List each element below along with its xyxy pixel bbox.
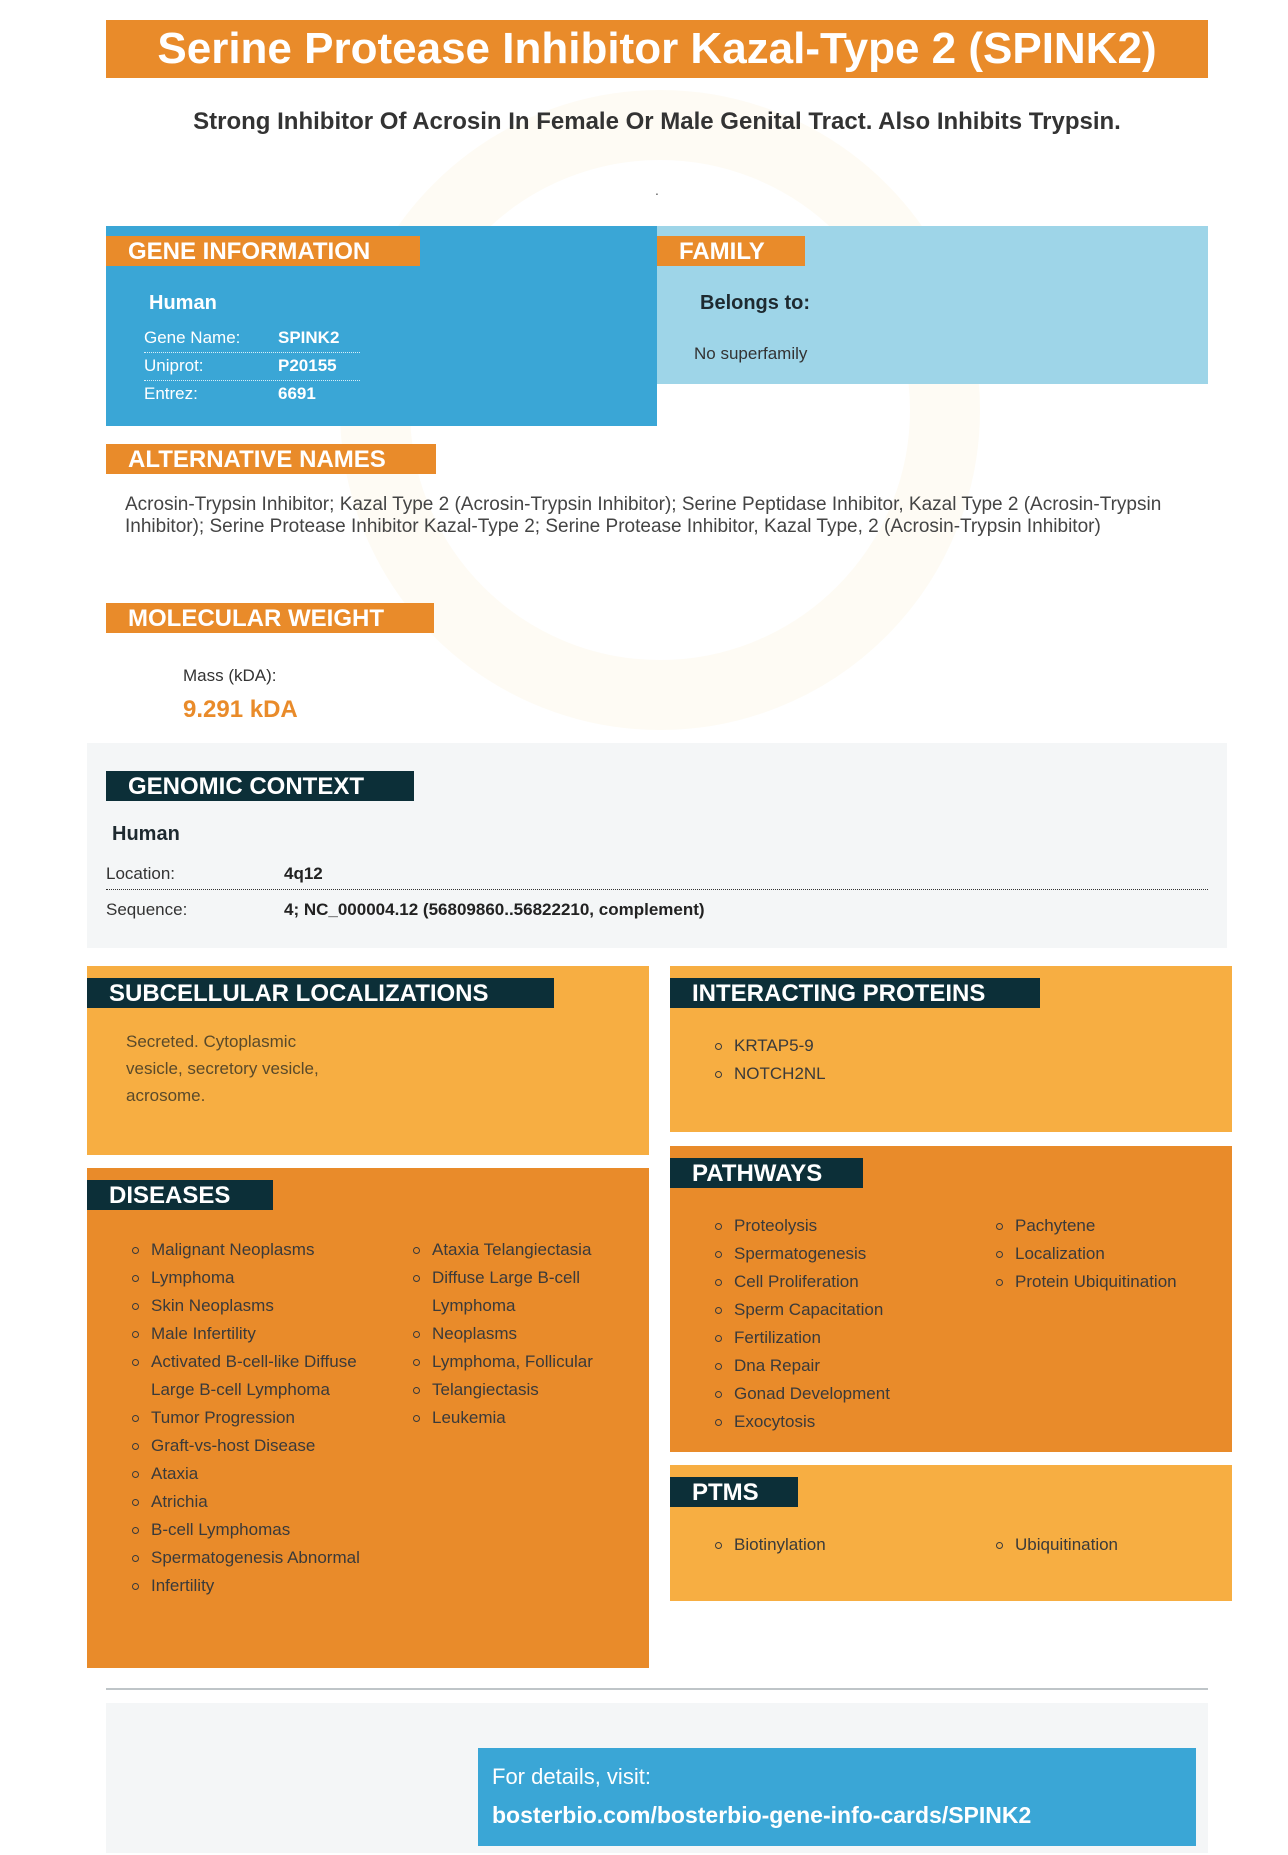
uniprot-label: Uniprot: [144, 356, 204, 375]
ptms-list-col1 [715, 1531, 955, 1559]
list-item: Ataxia Telangiectasia [413, 1236, 623, 1264]
list-item: Proteolysis [715, 1212, 955, 1240]
interacting-proteins-list [715, 1032, 826, 1088]
list-item: B-cell Lymphomas [132, 1516, 362, 1544]
diseases-panel [87, 1168, 649, 1668]
family-panel [657, 226, 1208, 384]
list-item: Male Infertility [132, 1320, 362, 1348]
gene-species: Human [149, 292, 217, 314]
family-heading: FAMILY [657, 236, 805, 266]
list-item: Atrichia [132, 1488, 362, 1516]
ptms-list-col2 [996, 1531, 1216, 1559]
list-item: Sperm Capacitation [715, 1296, 955, 1324]
interacting-proteins-panel [670, 966, 1232, 1132]
location-value: 4q12 [284, 864, 323, 883]
list-item: KRTAP5-9 [715, 1032, 815, 1060]
list-item: Leukemia [413, 1404, 623, 1432]
list-item: Dna Repair [715, 1352, 955, 1380]
list-item: Biotinylation [715, 1531, 955, 1559]
pathways-panel [670, 1146, 1232, 1452]
list-item: Infertility [132, 1572, 362, 1600]
subcellular-text: Secreted. Cytoplasmic vesicle, secretory vesicle, acrosome. [126, 1032, 319, 1105]
ptms-panel [670, 1465, 1232, 1601]
list-item: Cell Proliferation [715, 1268, 955, 1296]
list-item: Tumor Progression [132, 1404, 362, 1432]
list-item: Skin Neoplasms [132, 1292, 362, 1320]
diseases-heading: DISEASES [87, 1180, 273, 1210]
list-item: Ataxia [132, 1460, 362, 1488]
sequence-row [106, 891, 1208, 923]
list-item: Graft-vs-host Disease [132, 1432, 362, 1460]
list-item: Ubiquitination [996, 1531, 1216, 1559]
entrez-label: Entrez: [144, 384, 198, 403]
location-row [106, 855, 1208, 890]
molecular-weight-heading: MOLECULAR WEIGHT [106, 603, 434, 633]
genomic-context-panel [87, 743, 1227, 948]
entrez-row [144, 380, 360, 408]
sequence-label: Sequence: [106, 900, 188, 919]
genomic-species: Human [112, 823, 180, 845]
subcellular-panel [87, 966, 649, 1155]
mass-label: Mass (kDA): [183, 666, 277, 685]
uniprot-value: P20155 [278, 356, 337, 375]
pathways-list-col1 [715, 1212, 955, 1436]
footer-prefix: For details, visit: [492, 1764, 651, 1789]
gene-name-value: SPINK2 [278, 328, 340, 347]
family-belongs-label: Belongs to: [700, 292, 810, 314]
list-item: Pachytene [996, 1212, 1226, 1240]
mass-value: 9.291 kDA [183, 696, 298, 723]
interacting-proteins-heading: INTERACTING PROTEINS [670, 978, 1040, 1008]
footer-link[interactable]: bosterbio.com/bosterbio-gene-info-cards/SPINK2 [492, 1802, 1032, 1828]
pathways-list-col2 [996, 1212, 1226, 1296]
list-item: Activated B-cell-like Diffuse Large B-cell Lymphoma [132, 1348, 362, 1404]
list-item: Spermatogenesis [715, 1240, 955, 1268]
footer-details-box [478, 1748, 1196, 1846]
list-item: Exocytosis [715, 1408, 955, 1436]
subcellular-heading: SUBCELLULAR LOCALIZATIONS [87, 978, 554, 1008]
list-item: Lymphoma, Follicular [413, 1348, 623, 1376]
gene-name-label: Gene Name: [144, 328, 241, 347]
footer-divider [106, 1688, 1208, 1690]
list-item: Neoplasms [413, 1320, 623, 1348]
genomic-context-heading: GENOMIC CONTEXT [106, 771, 414, 801]
sequence-value: 4; NC_000004.12 (56809860..56822210, complement) [284, 900, 705, 919]
gene-name-row [144, 324, 360, 353]
list-item: Fertilization [715, 1324, 955, 1352]
gene-information-heading: GENE INFORMATION [106, 236, 420, 266]
family-value: No superfamily [694, 344, 808, 363]
ptms-heading: PTMS [670, 1477, 798, 1507]
alternative-names-heading: ALTERNATIVE NAMES [106, 444, 436, 474]
page-subtitle: Strong Inhibitor Of Acrosin In Female Or Male Genital Tract. Also Inhibits Trypsin. [193, 108, 1121, 135]
list-item: Malignant Neoplasms [132, 1236, 362, 1264]
list-item: Diffuse Large B-cell Lymphoma [413, 1264, 623, 1320]
list-item: Spermatogenesis Abnormal [132, 1544, 362, 1572]
list-item: Protein Ubiquitination [996, 1268, 1226, 1296]
subtitle-dot: . [655, 182, 659, 198]
page-title: Serine Protease Inhibitor Kazal-Type 2 (SPINK2) [106, 20, 1208, 78]
diseases-list-col1 [132, 1236, 362, 1600]
pathways-heading: PATHWAYS [670, 1158, 863, 1188]
list-item: Telangiectasis [413, 1376, 623, 1404]
gene-information-panel [106, 226, 657, 426]
entrez-value: 6691 [278, 384, 316, 403]
list-item: Lymphoma [132, 1264, 362, 1292]
alternative-names-text: Acrosin-Trypsin Inhibitor; Kazal Type 2 (Acrosin-Trypsin Inhibitor); Serine Peptidase Inhibitor, Kazal Type 2 (Acrosin-Trypsin Inhibitor); Serine Protease Inhibitor Kazal-Type 2; Serine Protease Inhibitor, Kazal Type, 2 (Acrosin-Trypsin Inhibitor) [125, 494, 1162, 537]
uniprot-row [144, 352, 360, 381]
diseases-list-col2 [413, 1236, 623, 1432]
list-item: Gonad Development [715, 1380, 955, 1408]
list-item: NOTCH2NL [715, 1060, 815, 1088]
list-item: Localization [996, 1240, 1226, 1268]
location-label: Location: [106, 864, 175, 883]
